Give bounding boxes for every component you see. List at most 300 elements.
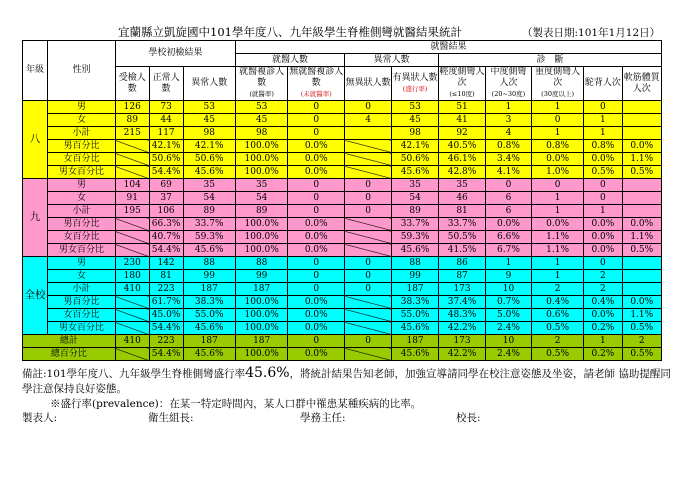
table-row: [23, 309, 662, 322]
data-cell: 0.5%: [622, 348, 661, 361]
data-cell: 0.5%: [622, 244, 661, 257]
data-cell: 100.0%: [235, 231, 287, 244]
data-cell: 99: [183, 270, 235, 283]
data-cell: 1: [531, 257, 583, 270]
data-cell: 0.0%: [584, 244, 622, 257]
data-cell: 45.6%: [183, 322, 235, 335]
table-row: [23, 205, 662, 218]
data-cell: 1: [584, 205, 622, 218]
data-cell: 0.0%: [288, 218, 345, 231]
data-cell: 230: [115, 257, 149, 270]
data-cell: 55.0%: [392, 309, 439, 322]
data-cell: 45.6%: [392, 244, 439, 257]
data-cell: 0.8%: [486, 140, 532, 153]
data-cell: 41.5%: [439, 244, 486, 257]
data-cell: 1: [486, 101, 532, 114]
data-cell: [622, 179, 661, 192]
data-cell: 3.4%: [486, 153, 532, 166]
data-cell: 0.0%: [288, 231, 345, 244]
data-cell: 45: [235, 114, 287, 127]
data-cell: 4: [345, 114, 392, 127]
data-cell: 0.0%: [288, 140, 345, 153]
data-cell: 54: [235, 192, 287, 205]
data-cell: 42.1%: [183, 140, 235, 153]
header-gender: 性別: [48, 41, 116, 101]
table-row: [23, 231, 662, 244]
data-cell: 0.0%: [288, 322, 345, 335]
table-row: [23, 270, 662, 283]
data-cell: 1.1%: [622, 231, 661, 244]
data-cell: 100.0%: [235, 322, 287, 335]
data-cell: 40.7%: [149, 231, 183, 244]
data-cell: 0: [345, 283, 392, 296]
empty-cell: [345, 322, 392, 335]
data-cell: 0.0%: [288, 309, 345, 322]
data-cell: 42.2%: [439, 348, 486, 361]
data-cell: 0.4%: [584, 296, 622, 309]
data-cell: 98: [392, 127, 439, 140]
data-cell: [622, 283, 661, 296]
data-cell: 91: [115, 192, 149, 205]
data-cell: 45.6%: [183, 348, 235, 361]
data-cell: 2.4%: [486, 322, 532, 335]
data-cell: 0.2%: [584, 348, 622, 361]
data-cell: 0.0%: [584, 218, 622, 231]
data-cell: 0.0%: [584, 231, 622, 244]
data-cell: 46: [439, 192, 486, 205]
data-cell: 0: [584, 257, 622, 270]
data-cell: 45.6%: [392, 166, 439, 179]
data-cell: 59.3%: [183, 231, 235, 244]
header-abnormal: 異常人數: [183, 67, 235, 101]
table-row: [23, 296, 662, 309]
header-school-exam: 學校初檢結果: [115, 41, 235, 67]
data-cell: [622, 101, 661, 114]
data-cell: 6.7%: [486, 244, 532, 257]
data-cell: 195: [115, 205, 149, 218]
data-cell: 98: [183, 127, 235, 140]
data-cell: 45.6%: [392, 348, 439, 361]
data-cell: 10: [486, 283, 532, 296]
data-cell: 0: [288, 205, 345, 218]
data-cell: 223: [149, 335, 183, 348]
data-cell: 1.1%: [622, 153, 661, 166]
data-cell: 187: [392, 283, 439, 296]
document-title: 宜蘭縣立凱旋國中101學年度八、九年級學生脊椎側彎就醫結果統計: [118, 25, 462, 39]
data-cell: 0.0%: [288, 166, 345, 179]
gender-cell: 女百分比: [48, 153, 116, 166]
data-cell: 2: [531, 283, 583, 296]
data-cell: 187: [235, 335, 287, 348]
data-cell: 50.6%: [149, 153, 183, 166]
data-cell: 45: [392, 114, 439, 127]
data-cell: 54.4%: [149, 244, 183, 257]
data-cell: 1.1%: [531, 231, 583, 244]
data-cell: 180: [115, 270, 149, 283]
gender-cell: 男女百分比: [48, 322, 116, 335]
data-cell: 0: [288, 127, 345, 140]
data-cell: 46.1%: [439, 153, 486, 166]
data-cell: 0: [345, 179, 392, 192]
gender-cell: 小計: [48, 283, 116, 296]
statistics-table: [22, 40, 662, 361]
empty-cell: [345, 140, 392, 153]
data-cell: 104: [115, 179, 149, 192]
data-cell: 42.8%: [439, 166, 486, 179]
data-cell: 173: [439, 283, 486, 296]
gender-cell: 男女百分比: [48, 166, 116, 179]
empty-cell: [115, 244, 149, 257]
data-cell: 45.6%: [392, 322, 439, 335]
data-cell: 2: [531, 335, 583, 348]
data-cell: 0: [584, 179, 622, 192]
empty-cell: [345, 218, 392, 231]
empty-cell: [345, 348, 392, 361]
note-line-2: 學注意保持良好姿態。: [22, 383, 127, 395]
empty-cell: [345, 296, 392, 309]
data-cell: 0.5%: [622, 166, 661, 179]
data-cell: 0.5%: [584, 166, 622, 179]
data-cell: [622, 114, 661, 127]
table-row: [23, 101, 662, 114]
header-examined: 受檢人數: [115, 67, 149, 101]
data-cell: 410: [115, 283, 149, 296]
data-cell: 53: [183, 101, 235, 114]
data-cell: 6.6%: [486, 231, 532, 244]
grade-label: 八: [23, 101, 48, 179]
data-cell: 0: [288, 335, 345, 348]
table-row: [23, 218, 662, 231]
data-cell: 100.0%: [235, 309, 287, 322]
data-cell: 1: [584, 127, 622, 140]
note-line-1: 備註:101學年度八、九年級學生脊椎側彎盛行率45.6%，將統計結果告知老師，加強宣導請同學在校注意姿態及坐姿，請老師 協助提醒同: [22, 365, 671, 381]
empty-cell: [115, 231, 149, 244]
data-cell: 100.0%: [235, 218, 287, 231]
data-cell: 4.1%: [486, 166, 532, 179]
header-visited: 就醫複診人數 (就醫率): [235, 67, 287, 101]
empty-cell: [115, 153, 149, 166]
gender-cell: 女: [48, 270, 116, 283]
empty-cell: [345, 153, 392, 166]
data-cell: 100.0%: [235, 244, 287, 257]
table-row: [23, 179, 662, 192]
data-cell: 0: [288, 101, 345, 114]
data-cell: 55.0%: [183, 309, 235, 322]
total-label: 總計: [23, 335, 116, 348]
data-cell: 45.6%: [183, 244, 235, 257]
gender-cell: 小計: [48, 127, 116, 140]
data-cell: [345, 127, 392, 140]
data-cell: 99: [392, 270, 439, 283]
header-soft-bone: 軟筋體質人次: [622, 67, 661, 101]
data-cell: 0.0%: [531, 218, 583, 231]
header-visit-count: 就醫人數: [235, 54, 344, 67]
data-cell: 6: [486, 192, 532, 205]
data-cell: 54: [392, 192, 439, 205]
data-cell: 173: [439, 335, 486, 348]
data-cell: 1: [584, 335, 622, 348]
data-cell: 81: [149, 270, 183, 283]
data-cell: 0.8%: [584, 140, 622, 153]
data-cell: 50.6%: [183, 153, 235, 166]
gender-cell: 女百分比: [48, 309, 116, 322]
empty-cell: [115, 166, 149, 179]
data-cell: 187: [392, 335, 439, 348]
data-cell: 106: [149, 205, 183, 218]
total-row: [23, 348, 662, 361]
table-row: [23, 257, 662, 270]
data-cell: 1.1%: [531, 244, 583, 257]
data-cell: 69: [149, 179, 183, 192]
data-cell: 42.2%: [439, 322, 486, 335]
empty-cell: [115, 348, 149, 361]
data-cell: 41: [439, 114, 486, 127]
data-cell: 37.4%: [439, 296, 486, 309]
data-cell: 0.8%: [531, 140, 583, 153]
header-has-abnormal: 有異狀人數 (盛行率): [392, 67, 439, 101]
data-cell: 1: [584, 114, 622, 127]
data-cell: 66.3%: [149, 218, 183, 231]
data-cell: 6: [486, 205, 532, 218]
signature-health: 衛生組長:: [148, 412, 194, 424]
empty-cell: [345, 309, 392, 322]
note-line-3: ※盛行率(prevalence)：在某一特定時間內，某人口群中罹患某種疾病的比率。: [50, 398, 422, 410]
empty-cell: [115, 322, 149, 335]
data-cell: 54.4%: [149, 348, 183, 361]
data-cell: 3: [486, 114, 532, 127]
data-cell: 0: [345, 101, 392, 114]
data-cell: [622, 270, 661, 283]
data-cell: 0.5%: [531, 322, 583, 335]
gender-cell: 男百分比: [48, 218, 116, 231]
header-no-abnormal: 無異狀人數: [345, 67, 392, 101]
data-cell: 0: [531, 179, 583, 192]
data-cell: 53: [392, 101, 439, 114]
data-cell: 48.3%: [439, 309, 486, 322]
data-cell: 100.0%: [235, 348, 287, 361]
header-grade: 年級: [23, 41, 48, 101]
data-cell: 0.0%: [486, 218, 532, 231]
gender-cell: 女: [48, 192, 116, 205]
data-cell: 4: [486, 127, 532, 140]
data-cell: 1.1%: [622, 309, 661, 322]
data-cell: 0.7%: [486, 296, 532, 309]
data-cell: 86: [439, 257, 486, 270]
data-cell: 100.0%: [235, 153, 287, 166]
data-cell: 5.0%: [486, 309, 532, 322]
data-cell: 35: [183, 179, 235, 192]
data-cell: 61.7%: [149, 296, 183, 309]
data-cell: 45.6%: [183, 166, 235, 179]
data-cell: 100.0%: [235, 140, 287, 153]
data-cell: 1.0%: [531, 166, 583, 179]
data-cell: 0.6%: [531, 309, 583, 322]
data-cell: 0: [486, 179, 532, 192]
data-cell: 33.7%: [183, 218, 235, 231]
data-cell: 1: [531, 101, 583, 114]
data-cell: 50.6%: [392, 153, 439, 166]
header-abnormal-count: 異常人數: [345, 54, 439, 67]
header-mild: 輕度側彎人次 (≤10度): [439, 67, 486, 101]
data-cell: 0.5%: [531, 348, 583, 361]
header-kyphosis: 駝背人次: [584, 67, 622, 101]
grade-label: 全校: [23, 257, 48, 335]
data-cell: 0: [584, 101, 622, 114]
grade-label: 九: [23, 179, 48, 257]
data-cell: 100.0%: [235, 296, 287, 309]
gender-cell: 女: [48, 114, 116, 127]
data-cell: 0: [288, 114, 345, 127]
data-cell: 0.5%: [622, 322, 661, 335]
data-cell: 44: [149, 114, 183, 127]
data-cell: 98: [235, 127, 287, 140]
gender-cell: 男百分比: [48, 140, 116, 153]
total-row: [23, 335, 662, 348]
data-cell: 0.0%: [288, 153, 345, 166]
data-cell: 215: [115, 127, 149, 140]
empty-cell: [345, 244, 392, 257]
gender-cell: 男: [48, 101, 116, 114]
total-label: 總百分比: [23, 348, 116, 361]
data-cell: 187: [183, 335, 235, 348]
gender-cell: 男: [48, 179, 116, 192]
data-cell: 51: [439, 101, 486, 114]
table-row: [23, 127, 662, 140]
table-row: [23, 153, 662, 166]
header-diagnosis: 診 斷: [439, 54, 662, 67]
table-row: [23, 166, 662, 179]
data-cell: 10: [486, 335, 532, 348]
empty-cell: [115, 309, 149, 322]
data-cell: 50.5%: [439, 231, 486, 244]
data-cell: [622, 192, 661, 205]
table-row: [23, 140, 662, 153]
empty-cell: [115, 296, 149, 309]
data-cell: 410: [115, 335, 149, 348]
empty-cell: [115, 140, 149, 153]
data-cell: 1: [531, 205, 583, 218]
header-normal: 正常人數: [149, 67, 183, 101]
data-cell: 2.4%: [486, 348, 532, 361]
data-cell: 88: [183, 257, 235, 270]
data-cell: 1: [531, 270, 583, 283]
table-row: [23, 322, 662, 335]
data-cell: 0: [288, 192, 345, 205]
signature-academic: 學務主任:: [300, 412, 346, 424]
data-cell: 42.1%: [392, 140, 439, 153]
data-cell: [622, 205, 661, 218]
table-row: [23, 244, 662, 257]
data-cell: 2: [584, 283, 622, 296]
data-cell: 99: [235, 270, 287, 283]
gender-cell: 男: [48, 257, 116, 270]
data-cell: 0: [345, 192, 392, 205]
data-cell: 0.0%: [531, 153, 583, 166]
data-cell: 9: [486, 270, 532, 283]
data-cell: 0: [584, 192, 622, 205]
data-cell: 88: [235, 257, 287, 270]
data-cell: 38.3%: [183, 296, 235, 309]
data-cell: 53: [235, 101, 287, 114]
signature-maker: 製表人:: [22, 412, 58, 424]
table-row: [23, 114, 662, 127]
data-cell: 35: [392, 179, 439, 192]
data-cell: 0.0%: [622, 218, 661, 231]
data-cell: 0.0%: [622, 140, 661, 153]
data-cell: 89: [183, 205, 235, 218]
data-cell: 0: [288, 270, 345, 283]
data-cell: [622, 127, 661, 140]
table-row: [23, 192, 662, 205]
gender-cell: 小計: [48, 205, 116, 218]
data-cell: 54.4%: [149, 322, 183, 335]
data-cell: 1: [486, 257, 532, 270]
data-cell: 35: [235, 179, 287, 192]
empty-cell: [115, 218, 149, 231]
data-cell: 35: [439, 179, 486, 192]
data-cell: 0: [345, 335, 392, 348]
data-cell: 0.0%: [622, 296, 661, 309]
data-cell: 0: [288, 283, 345, 296]
data-cell: 33.7%: [439, 218, 486, 231]
data-cell: 1: [531, 192, 583, 205]
data-cell: 54: [183, 192, 235, 205]
empty-cell: [345, 166, 392, 179]
data-cell: 0.0%: [288, 296, 345, 309]
data-cell: 81: [439, 205, 486, 218]
data-cell: 0.0%: [288, 244, 345, 257]
data-cell: 38.3%: [392, 296, 439, 309]
header-not-visited: 無就醫複診人數 (未就醫率): [288, 67, 345, 101]
data-cell: 0: [345, 257, 392, 270]
report-date: （製表日期:101年1月12日）: [522, 27, 661, 39]
gender-cell: 女百分比: [48, 231, 116, 244]
data-cell: 87: [439, 270, 486, 283]
data-cell: 89: [115, 114, 149, 127]
header-medical: 就醫結果: [235, 41, 661, 54]
data-cell: 126: [115, 101, 149, 114]
data-cell: 117: [149, 127, 183, 140]
gender-cell: 男百分比: [48, 296, 116, 309]
header-severe: 重度側彎人次 (30度以上): [531, 67, 583, 101]
data-cell: 142: [149, 257, 183, 270]
data-cell: 92: [439, 127, 486, 140]
data-cell: 54.4%: [149, 166, 183, 179]
data-cell: 2: [622, 335, 661, 348]
gender-cell: 男女百分比: [48, 244, 116, 257]
data-cell: 0.0%: [584, 153, 622, 166]
data-cell: 89: [235, 205, 287, 218]
data-cell: 0: [345, 270, 392, 283]
empty-cell: [345, 231, 392, 244]
data-cell: 1: [531, 127, 583, 140]
data-cell: 45.0%: [149, 309, 183, 322]
data-cell: 2: [584, 270, 622, 283]
data-cell: 0.0%: [288, 348, 345, 361]
data-cell: 0.0%: [584, 309, 622, 322]
header-moderate: 中度側彎人次 (20~30度): [486, 67, 532, 101]
data-cell: 45: [183, 114, 235, 127]
data-cell: 40.5%: [439, 140, 486, 153]
data-cell: 89: [392, 205, 439, 218]
data-cell: 100.0%: [235, 166, 287, 179]
data-cell: [622, 257, 661, 270]
signature-principal: 校長:: [456, 412, 481, 424]
data-cell: 187: [183, 283, 235, 296]
data-cell: 42.1%: [149, 140, 183, 153]
data-cell: 223: [149, 283, 183, 296]
data-cell: 73: [149, 101, 183, 114]
